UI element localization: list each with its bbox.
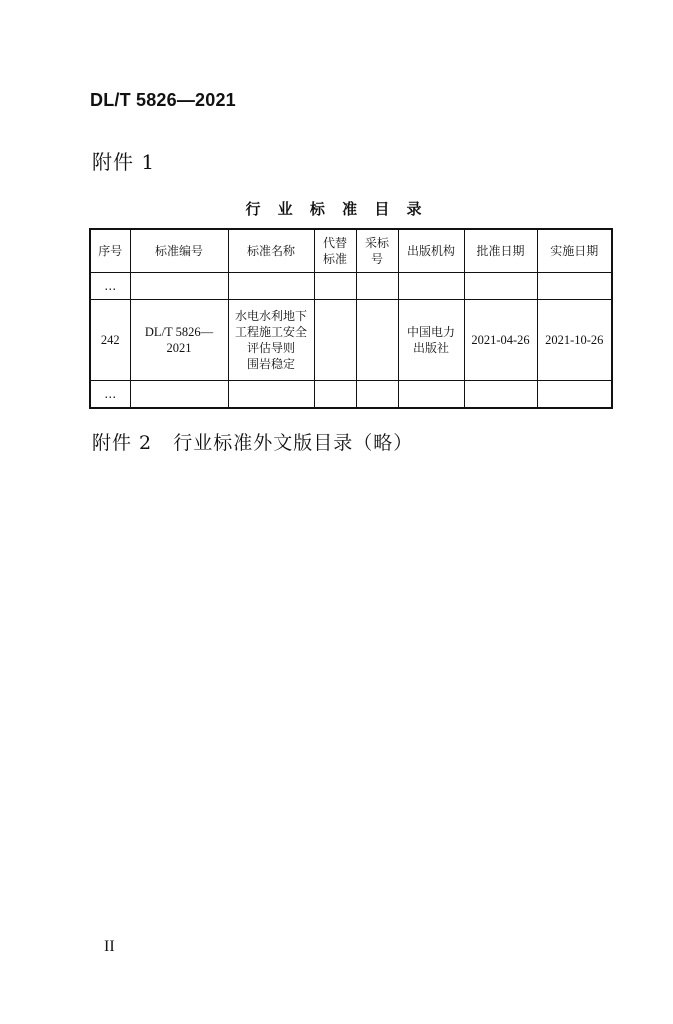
- approve-date-cell: [464, 381, 537, 409]
- header-cell: 序号: [90, 229, 130, 273]
- row-number-cell: …: [90, 273, 130, 300]
- adopt-number-cell: [356, 381, 398, 409]
- standard-name-cell: [228, 273, 314, 300]
- document-code: DL/T 5826—2021: [90, 90, 236, 110]
- approve-date-cell: 2021-04-26: [464, 300, 537, 381]
- page-number: II: [104, 938, 115, 955]
- implement-date-cell: [537, 273, 612, 300]
- publisher-cell: [398, 273, 464, 300]
- table-row: [90, 273, 612, 300]
- attachment-2-label: 附件 2 行业标准外文版目录（略）: [92, 432, 414, 454]
- publisher-cell: 中国电力 出版社: [398, 300, 464, 381]
- header-cell: 标准编号: [130, 229, 228, 273]
- standard-code-cell: [130, 273, 228, 300]
- header-cell: 批准日期: [464, 229, 537, 273]
- implement-date-cell: [537, 381, 612, 409]
- standards-catalog-table: [89, 228, 613, 409]
- header-cell: 出版机构: [398, 229, 464, 273]
- table-header-row: [90, 229, 612, 273]
- standard-code-cell: DL/T 5826— 2021: [130, 300, 228, 381]
- attachment-1-label: 附件 1: [92, 150, 156, 174]
- standard-name-cell: [228, 381, 314, 409]
- header-cell: 代替 标准: [314, 229, 356, 273]
- adopt-number-cell: [356, 273, 398, 300]
- implement-date-cell: 2021-10-26: [537, 300, 612, 381]
- replace-standard-cell: [314, 300, 356, 381]
- adopt-number-cell: [356, 300, 398, 381]
- replace-standard-cell: [314, 273, 356, 300]
- standard-name-cell: 水电水利地下 工程施工安全 评估导则 围岩稳定: [228, 300, 314, 381]
- row-number-cell: …: [90, 381, 130, 409]
- header-cell: 采标 号: [356, 229, 398, 273]
- header-cell: 实施日期: [537, 229, 612, 273]
- standard-code-cell: [130, 381, 228, 409]
- header-cell: 标准名称: [228, 229, 314, 273]
- table-row: [90, 381, 612, 409]
- table-title: 行 业 标 准 目 录: [245, 200, 428, 218]
- replace-standard-cell: [314, 381, 356, 409]
- approve-date-cell: [464, 273, 537, 300]
- table-row: [90, 300, 612, 381]
- publisher-cell: [398, 381, 464, 409]
- row-number-cell: 242: [90, 300, 130, 381]
